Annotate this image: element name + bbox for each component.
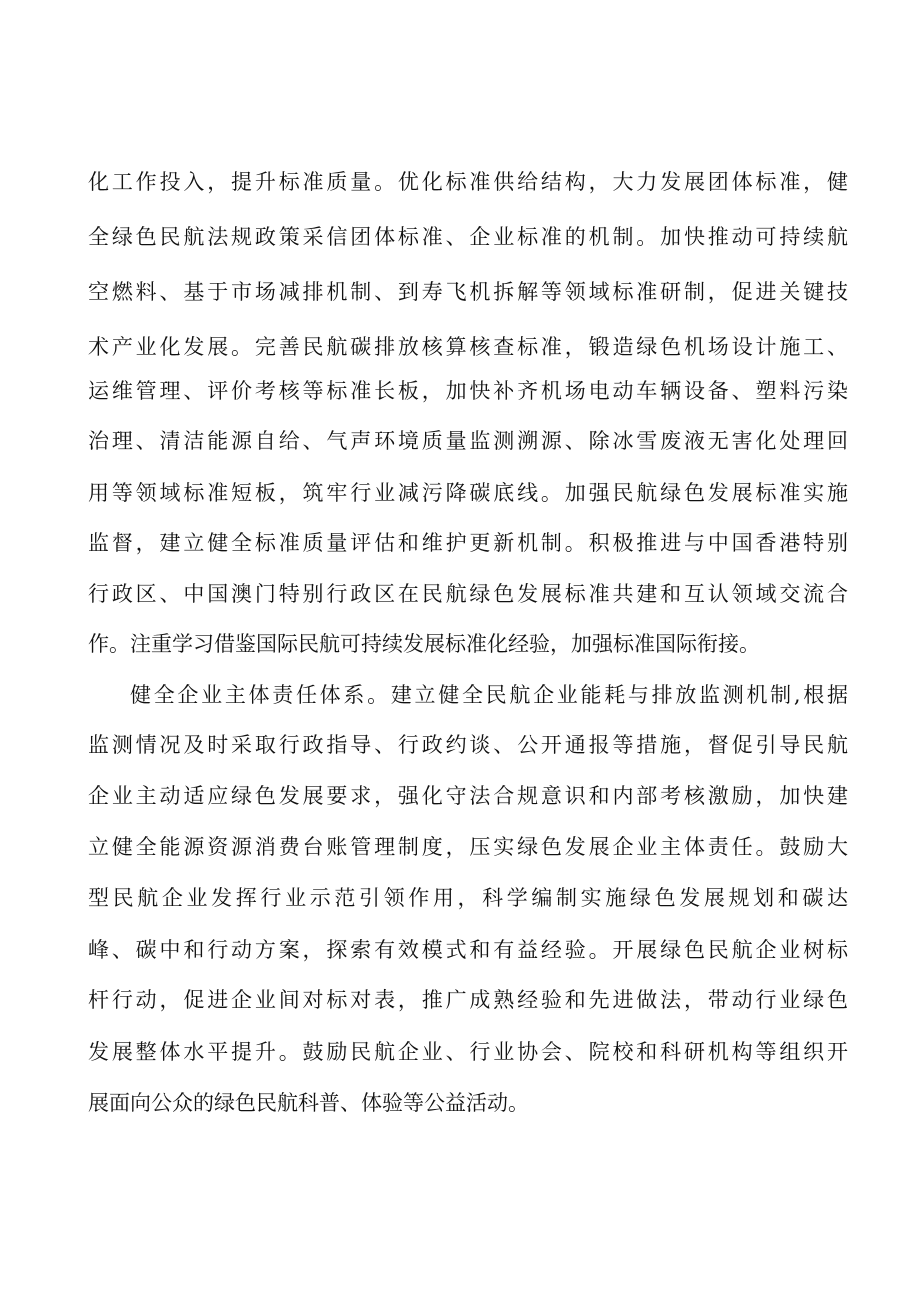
paragraph-1-line-7: 用等领域标准短板，筑牢行业减污降碳底线。加强民航绿色发展标准实施 <box>88 481 848 505</box>
paragraph-1-line-5: 运维管理、评价考核等标准长板，加快补齐机场电动车辆设备、塑料污染 <box>88 379 848 403</box>
paragraph-1-line-4: 术产业化发展。完善民航碳排放核算核查标准，锻造绿色机场设计施工、 <box>88 335 848 359</box>
paragraph-1-line-8: 监督，建立健全标准质量评估和维护更新机制。积极推进与中国香港特别 <box>88 531 848 555</box>
paragraph-2-line-5: 型民航企业发挥行业示范引领作用，科学编制实施绿色发展规划和碳达 <box>88 886 848 910</box>
paragraph-2-line-3: 企业主动适应绿色发展要求，强化守法合规意识和内部考核激励，加快建 <box>88 784 848 808</box>
paragraph-2-line-1: 健全企业主体责任体系。建立健全民航企业能耗与排放监测机制,根据 <box>130 683 848 707</box>
paragraph-2-line-6: 峰、碳中和行动方案，探索有效模式和有益经验。开展绿色民航企业树标 <box>88 938 848 962</box>
paragraph-1-line-3: 空燃料、基于市场减排机制、到寿飞机拆解等领域标准研制，促进关键技 <box>88 280 848 304</box>
paragraph-1-line-9: 行政区、中国澳门特别行政区在民航绿色发展标准共建和互认领域交流合 <box>88 582 848 606</box>
paragraph-2-line-4: 立健全能源资源消费台账管理制度，压实绿色发展企业主体责任。鼓励大 <box>88 835 848 859</box>
paragraph-2-line-9: 展面向公众的绿色民航科普、体验等公益活动。 <box>88 1091 529 1115</box>
paragraph-2-line-2: 监测情况及时采取行政指导、行政约谈、公开通报等措施，督促引导民航 <box>88 733 848 757</box>
paragraph-1-line-6: 治理、清洁能源自给、气声环境质量监测溯源、除冰雪废液无害化处理回 <box>88 429 848 453</box>
paragraph-2-line-8: 发展整体水平提升。鼓励民航企业、行业协会、院校和科研机构等组织开 <box>88 1040 848 1064</box>
paragraph-2-line-7: 杆行动，促进企业间对标对表，推广成熟经验和先进做法，带动行业绿色 <box>88 988 848 1012</box>
paragraph-1-line-2: 全绿色民航法规政策采信团体标准、企业标准的机制。加快推动可持续航 <box>88 225 848 249</box>
paragraph-1-line-1: 化工作投入，提升标准质量。优化标准供给结构，大力发展团体标准，健 <box>88 170 848 194</box>
paragraph-1-line-10: 作。注重学习借鉴国际民航可持续发展标准化经验，加强标准国际衔接。 <box>88 632 760 656</box>
